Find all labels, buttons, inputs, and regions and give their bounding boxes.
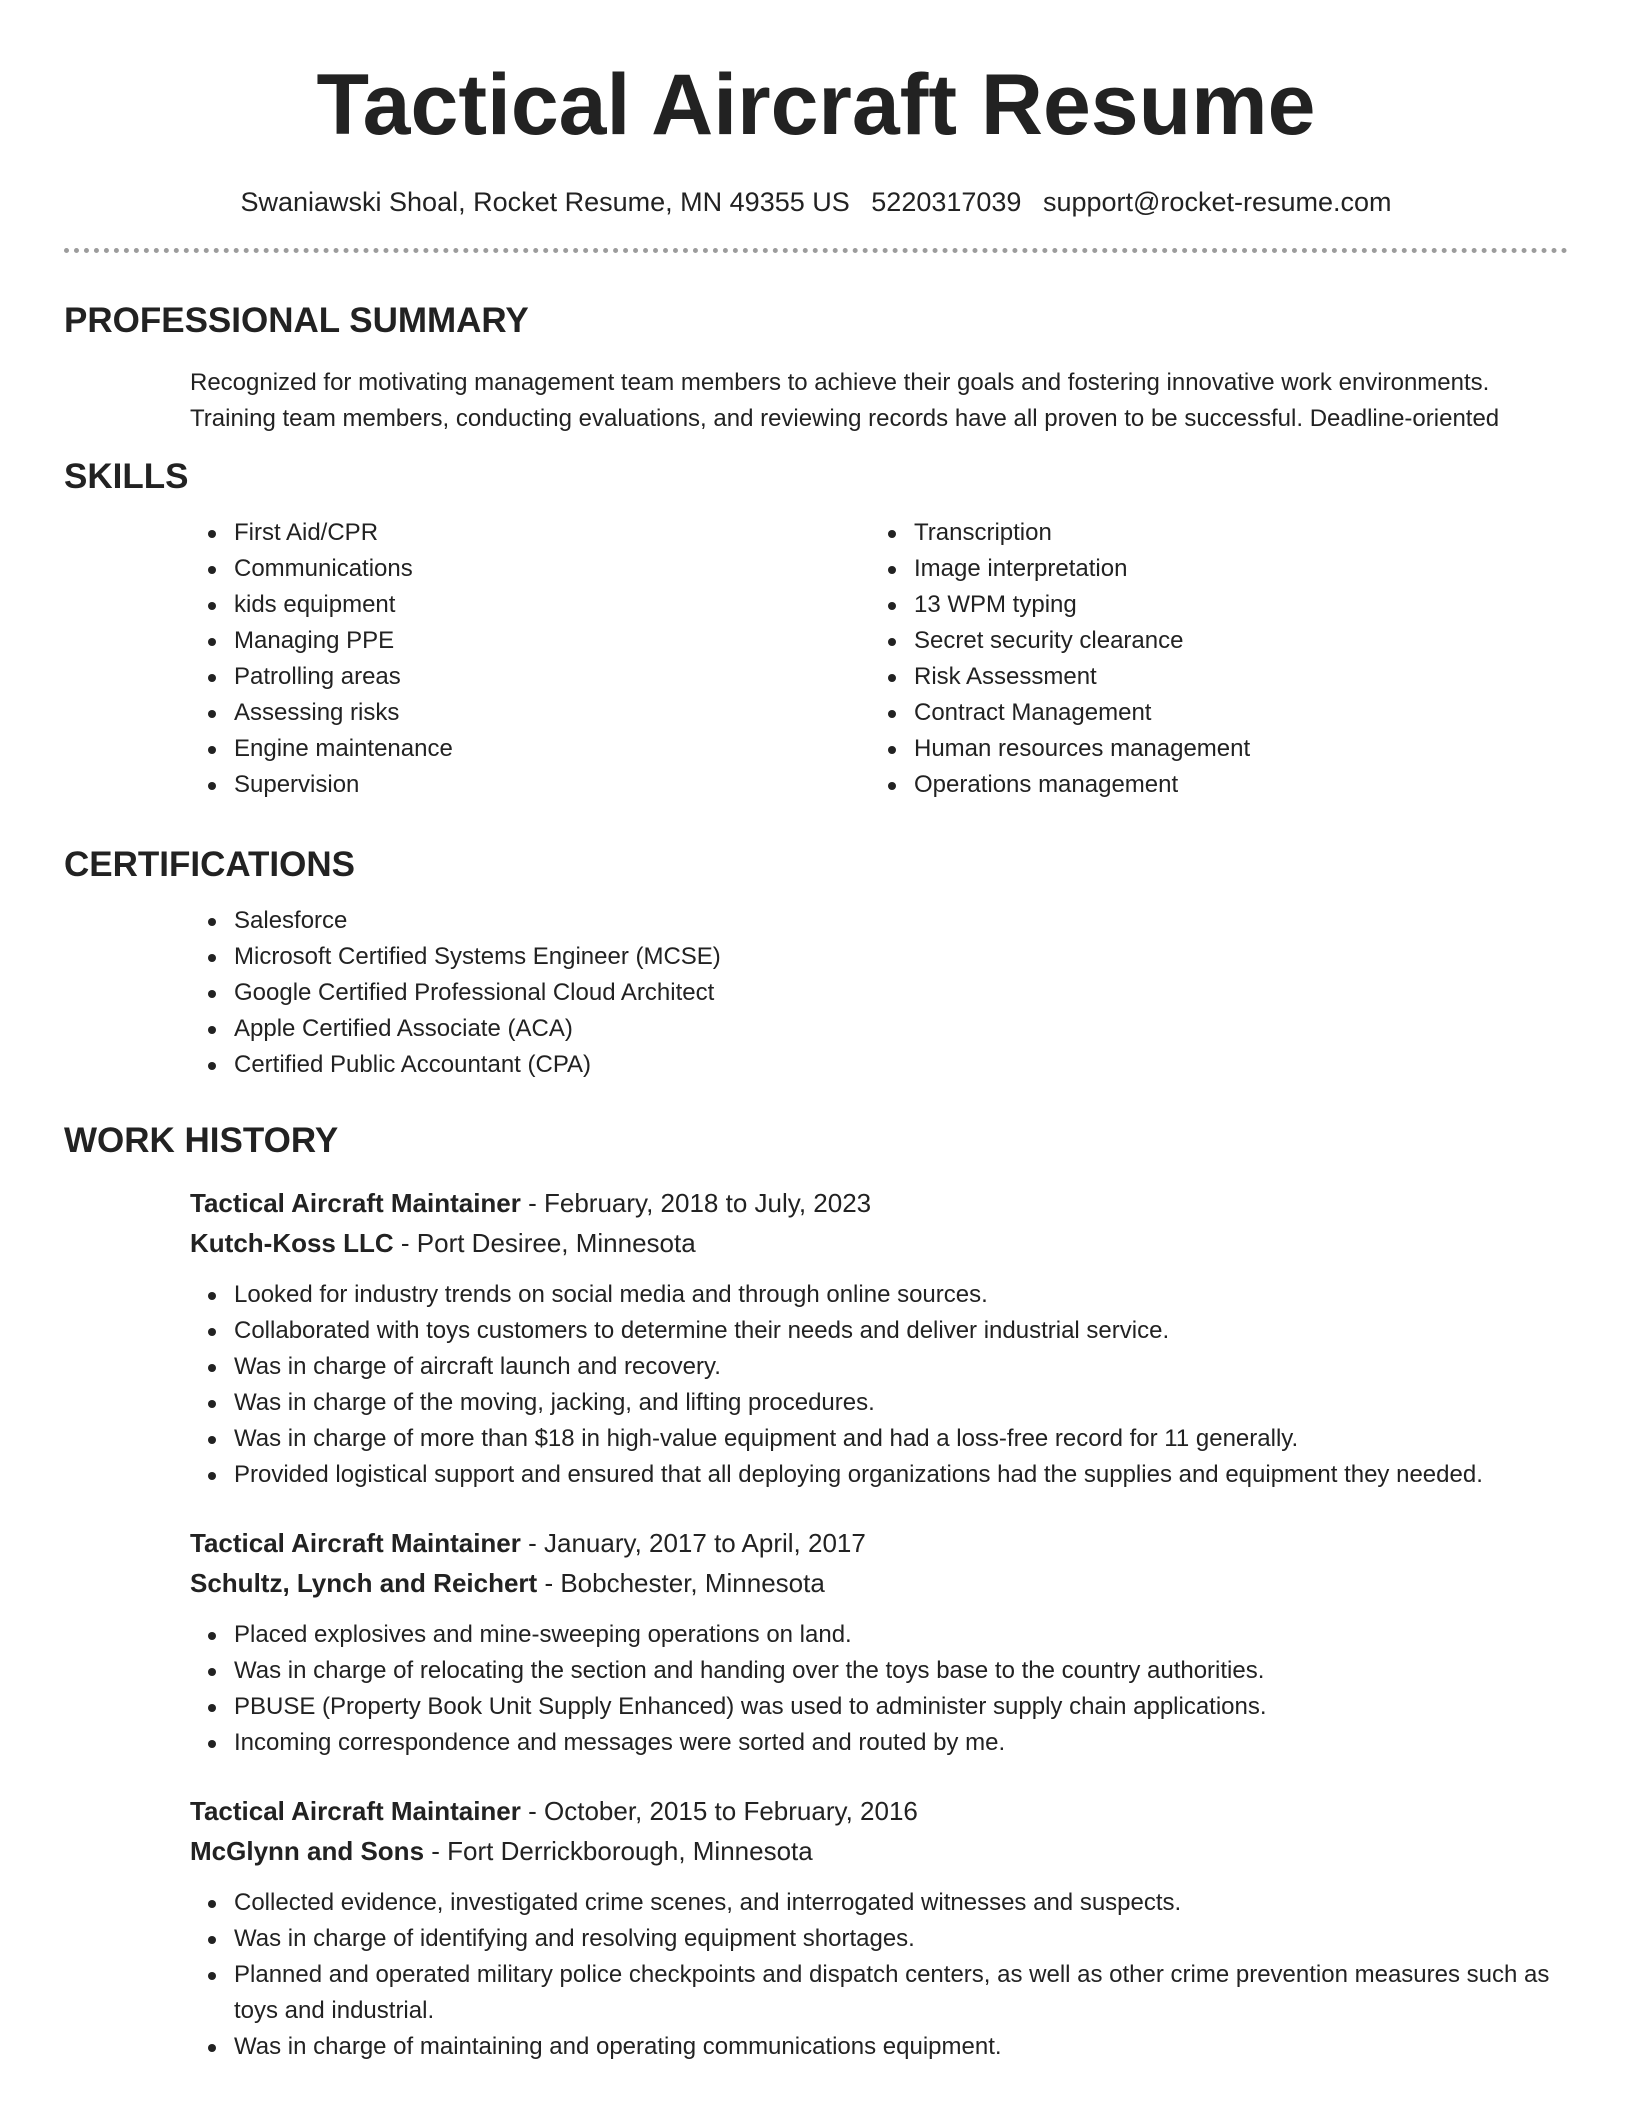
job-title-line [190,1183,1568,1223]
list-item: Salesforce [234,903,1568,939]
header-divider [64,248,1568,253]
job-company: Schultz, Lynch and Reichert [190,1568,538,1598]
list-item: Managing PPE [234,623,744,659]
list-item: 13 WPM typing [914,587,1424,623]
list-item: Supervision [234,767,744,803]
list-item: Transcription [914,515,1424,551]
list-item: Was in charge of the moving, jacking, and lifting procedures. [234,1385,1568,1421]
list-item: Collected evidence, investigated crime scenes, and interrogated witnesses and suspects. [234,1885,1568,1921]
job-entry-1 [190,1183,1568,1493]
job-duties [190,1885,1568,2065]
job-location: - Port Desiree, Minnesota [393,1228,696,1258]
list-item: Google Certified Professional Cloud Architect [234,975,1568,1011]
list-item: Contract Management [914,695,1424,731]
list-item: Looked for industry trends on social media and through online sources. [234,1277,1568,1313]
list-item: Operations management [914,767,1424,803]
list-item: Collaborated with toys customers to determine their needs and deliver industrial service. [234,1313,1568,1349]
certifications-heading: CERTIFICATIONS [64,845,356,884]
list-item: Risk Assessment [914,659,1424,695]
job-dates: - October, 2015 to February, 2016 [520,1796,918,1826]
job-company-line [190,1563,1568,1603]
job-location: - Bobchester, Minnesota [537,1568,825,1598]
job-company: McGlynn and Sons [190,1836,425,1866]
job-duties [190,1617,1568,1761]
job-entry-2 [190,1523,1568,1761]
list-item: Certified Public Accountant (CPA) [234,1047,1568,1083]
list-item: Apple Certified Associate (ACA) [234,1011,1568,1047]
job-company-line [190,1223,1568,1263]
list-item: kids equipment [234,587,744,623]
list-item: Was in charge of relocating the section and handing over the toys base to the country authorities. [234,1653,1568,1689]
list-item: Was in charge of maintaining and operating communications equipment. [234,2029,1568,2065]
job-title-line [190,1791,1568,1831]
list-item: First Aid/CPR [234,515,744,551]
list-item: Assessing risks [234,695,744,731]
list-item: Human resources management [914,731,1424,767]
list-item: Was in charge of identifying and resolving equipment shortages. [234,1921,1568,1957]
resume-title: Tactical Aircraft Resume [316,57,1316,153]
job-company-line [190,1831,1568,1871]
contact-address: Swaniawski Shoal, Rocket Resume, MN 49355 US [240,187,850,217]
list-item: Microsoft Certified Systems Engineer (MCSE) [234,939,1568,975]
resume-page [64,0,1568,2065]
list-item: Incoming correspondence and messages were sorted and routed by me. [234,1725,1568,1761]
contact-line [64,186,1568,218]
list-item: Planned and operated military police checkpoints and dispatch centers, as well as other crime prevention measures such as toys and industrial. [234,1957,1568,2029]
list-item: Image interpretation [914,551,1424,587]
contact-phone: 5220317039 [871,187,1022,217]
list-item: PBUSE (Property Book Unit Supply Enhanced) was used to administer supply chain applications. [234,1689,1568,1725]
list-item: Placed explosives and mine-sweeping operations on land. [234,1617,1568,1653]
job-location: - Fort Derrickborough, Minnesota [424,1836,813,1866]
list-item: Was in charge of aircraft launch and recovery. [234,1349,1568,1385]
work-history-heading: WORK HISTORY [64,1121,339,1160]
job-company: Kutch-Koss LLC [190,1228,394,1258]
certifications-list [64,903,1568,1083]
job-role: Tactical Aircraft Maintainer [190,1528,521,1558]
skills-list-left [64,515,744,803]
summary-heading: PROFESSIONAL SUMMARY [64,301,529,340]
list-item: Patrolling areas [234,659,744,695]
skills-heading: SKILLS [64,457,189,496]
list-item: Communications [234,551,744,587]
skills-columns [64,515,1568,803]
job-dates: - February, 2018 to July, 2023 [520,1188,872,1218]
list-item: Engine maintenance [234,731,744,767]
job-role: Tactical Aircraft Maintainer [190,1796,521,1826]
list-item: Secret security clearance [914,623,1424,659]
job-duties [190,1277,1568,1493]
summary-text: Recognized for motivating management team members to achieve their goals and fostering innovative work environments. Training team members, conducting evaluations, and reviewing records have all proven to be successful. Deadline-oriented [190,369,1500,432]
job-role: Tactical Aircraft Maintainer [190,1188,521,1218]
job-dates: - January, 2017 to April, 2017 [520,1528,866,1558]
skills-list-right [744,515,1424,803]
job-title-line [190,1523,1568,1563]
contact-email: support@rocket-resume.com [1042,187,1392,217]
list-item: Was in charge of more than $18 in high-value equipment and had a loss-free record for 11 generally. [234,1421,1568,1457]
job-entry-3 [190,1791,1568,2065]
list-item: Provided logistical support and ensured that all deploying organizations had the supplies and equipment they needed. [234,1457,1568,1493]
